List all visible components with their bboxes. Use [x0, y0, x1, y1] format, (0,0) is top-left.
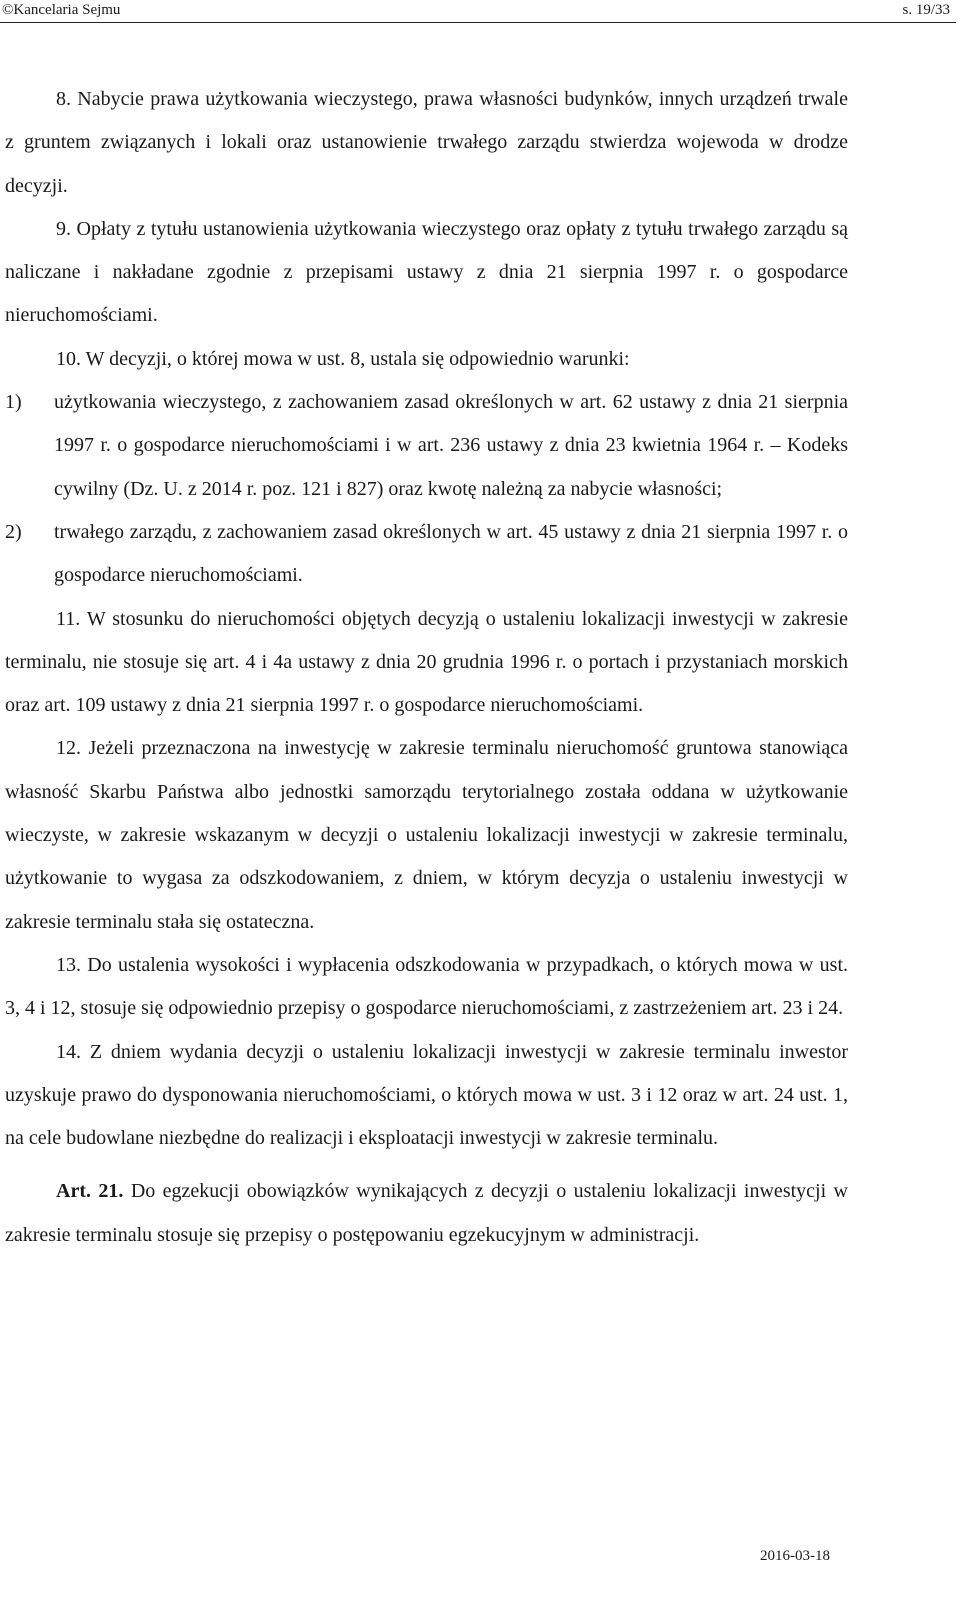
document-body: [5, 78, 848, 1257]
source-label: ©Kancelaria Sejmu: [2, 2, 121, 18]
paragraph-10: 10. W decyzji, o której mowa w ust. 8, ustala się odpowiednio warunki:: [56, 347, 630, 370]
list-item: [5, 381, 848, 511]
paragraph-13: 13. Do ustalenia wysokości i wypłacenia odszkodowania w przypadkach, o których mowa w ust. 3, 4 i 12, stosuje się odpowiednio przepisy o gospodarce nieruchomościami, z zastrzeżeniem art. 23 i 24.: [5, 953, 848, 1020]
article-21-text: Do egzekucji obowiązków wynikających z decyzji o ustaleniu lokalizacji inwestycji w zakresie terminalu stosuje się przepisy o postępowaniu egzekucyjnym w administracji.: [5, 1180, 848, 1246]
article-21: [5, 1170, 848, 1257]
paragraph-12: 12. Jeżeli przeznaczona na inwestycję w zakresie terminalu nieruchomość gruntowa stanowiąca własność Skarbu Państwa albo jednostki samorządu terytorialnego została oddana w użytkowanie wieczyste, w zakresie wskazanym w decyzji o ustaleniu lokalizacji inwestycji w zakresie terminalu, użytkowanie to wygasa za odszkodowaniem, z dniem, w którym decyzja o ustaleniu inwestycji w zakresie terminalu stała się ostateczna.: [5, 737, 848, 933]
paragraph-8: 8. Nabycie prawa użytkowania wieczystego, prawa własności budynków, innych urządzeń trwale z gruntem związanych i lokali oraz ustanowienie trwałego zarządu stwierdza wojewoda w drodze decyzji.: [5, 88, 848, 197]
page-number: s. 19/33: [902, 2, 950, 18]
list-item-number: 2): [5, 520, 22, 543]
article-21-label: Art. 21.: [56, 1180, 124, 1203]
paragraph-9: 9. Opłaty z tytułu ustanowienia użytkowania wieczystego oraz opłaty z tytułu trwałego zarządu są naliczane i nakładane zgodnie z przepisami ustawy z dnia 21 sierpnia 1997 r. o gospodarce nieruchomościami.: [5, 217, 848, 327]
list-item-text: trwałego zarządu, z zachowaniem zasad określonych w art. 45 ustawy z dnia 21 sierpnia 1997 r. o gospodarce nieruchomościami.: [54, 520, 848, 587]
paragraph-11: 11. W stosunku do nieruchomości objętych decyzją o ustaleniu lokalizacji inwestycji w zakresie terminalu, nie stosuje się art. 4 i 4a ustawy z dnia 20 grudnia 1996 r. o portach i przystaniach morskich oraz art. 109 ustawy z dnia 21 sierpnia 1997 r. o gospodarce nieruchomościami.: [5, 607, 848, 717]
page-header: [0, 0, 956, 23]
list-item-number: 1): [5, 391, 22, 414]
list-item-text: użytkowania wieczystego, z zachowaniem zasad określonych w art. 62 ustawy z dnia 21 sierpnia 1997 r. o gospodarce nieruchomościami i w art. 236 ustawy z dnia 23 kwietnia 1964 r. – Kodeks cywilny (Dz. U. z 2014 r. poz. 121 i 827) oraz kwotę należną za nabycie własności;: [54, 391, 848, 500]
paragraph-14: 14. Z dniem wydania decyzji o ustaleniu lokalizacji inwestycji w zakresie terminalu inwestor uzyskuje prawo do dysponowania nieruchomościami, o których mowa w ust. 3 i 12 oraz w art. 24 ust. 1, na cele budowlane niezbędne do realizacji i eksploatacji inwestycji w zakresie terminalu.: [5, 1040, 848, 1150]
list-item: [5, 511, 848, 598]
footer-date: 2016-03-18: [760, 1548, 830, 1564]
